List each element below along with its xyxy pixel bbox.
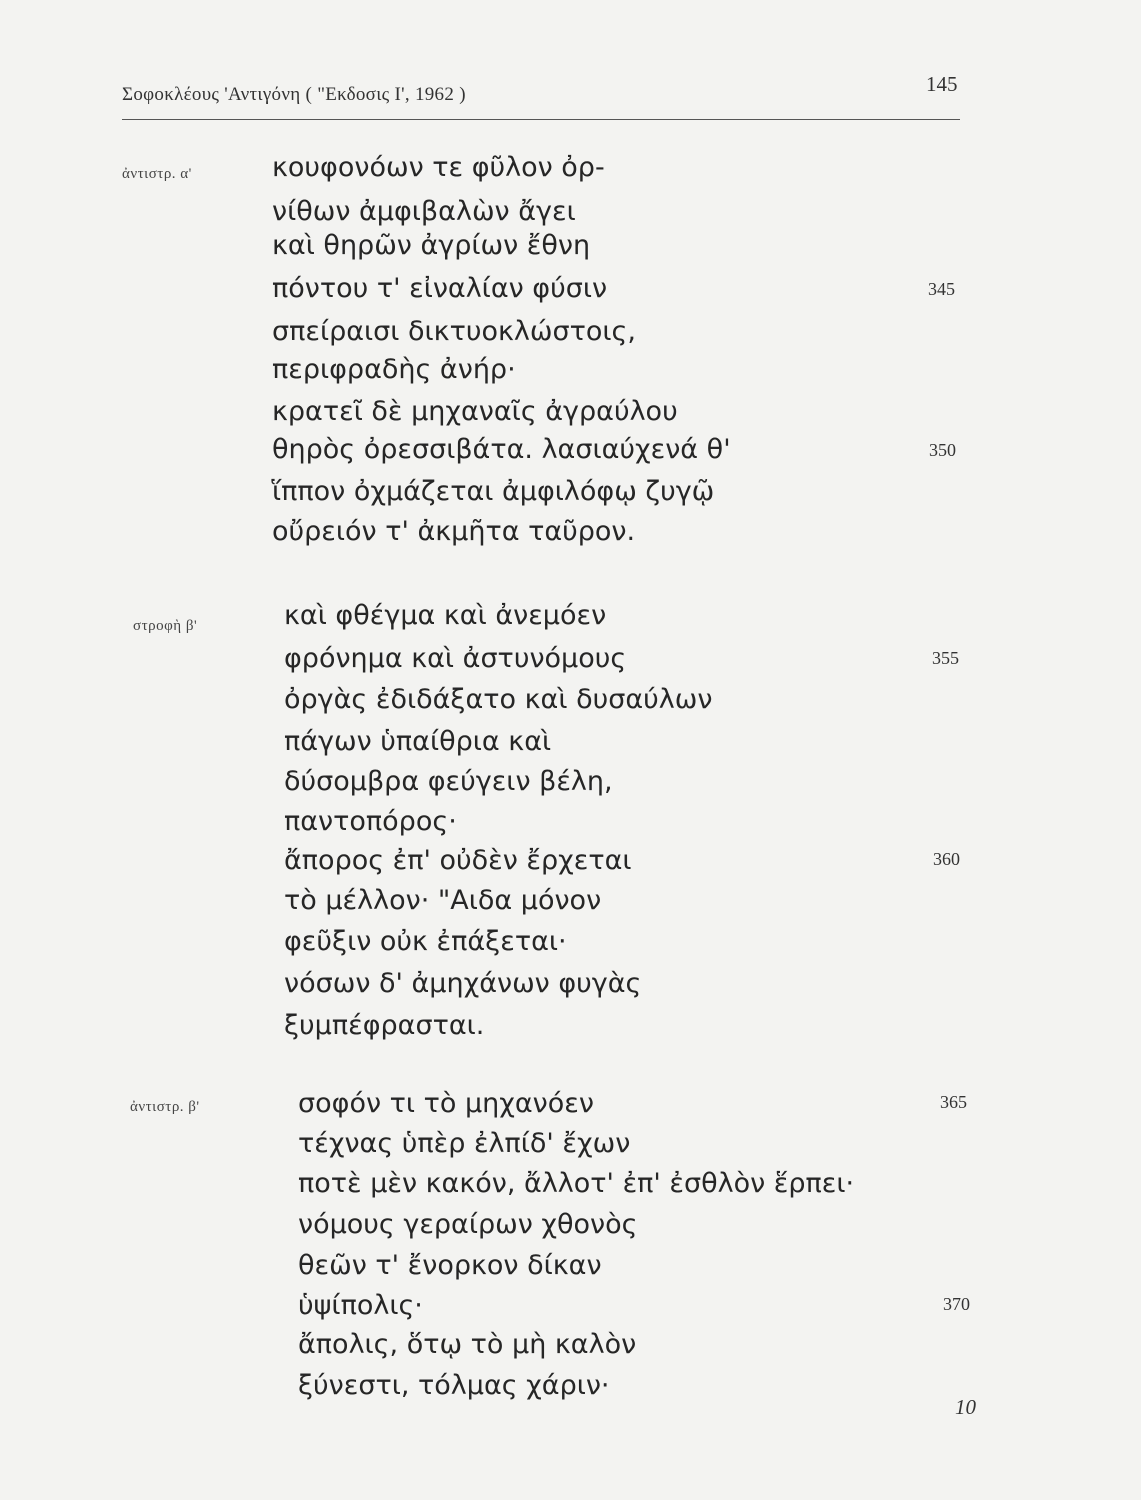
running-header: Σοφοκλέους 'Αντιγόνη ( "Εκδοσις Ι', 1962 ): [122, 84, 466, 105]
verse-line: σπείραισι δικτυοκλώστοις,: [272, 316, 636, 347]
line-number: 365: [940, 1092, 967, 1112]
verse-line: θηρὸς ὀρεσσιβάτα. λασιαύχενά θ': [272, 434, 731, 465]
verse-line: ἄπορος ἐπ' οὐδὲν ἔρχεται: [284, 845, 632, 876]
verse-line: δύσομβρα φεύγειν βέλη,: [284, 766, 613, 797]
verse-line: σοφόν τι τὸ μηχανόεν: [298, 1088, 594, 1119]
line-number: 355: [932, 648, 959, 668]
verse-line: θεῶν τ' ἔνορκον δίκαν: [298, 1250, 602, 1281]
verse-line: νίθων ἀμφιβαλὼν ἄγει: [272, 196, 576, 227]
verse-line: ὑψίπολις·: [298, 1290, 423, 1321]
verse-line: ἄπολις, ὅτῳ τὸ μὴ καλὸν: [298, 1329, 637, 1360]
verse-line: κρατεῖ δὲ μηχαναῖς ἀγραύλου: [272, 396, 678, 427]
page-number: 145: [926, 72, 958, 96]
verse-line: ποτὲ μὲν κακόν, ἄλλοτ' ἐπ' ἐσθλὸν ἕρπει·: [298, 1168, 855, 1199]
line-number: 370: [943, 1294, 970, 1314]
verse-line: καὶ φθέγμα καὶ ἀνεμόεν: [284, 600, 607, 631]
section-label-antistrophe-b: ἀντιστρ. β': [130, 1099, 200, 1115]
verse-line: κουφονόων τε φῦλον ὀρ-: [272, 152, 605, 183]
verse-line: καὶ θηρῶν ἀγρίων ἔθνη: [272, 230, 591, 261]
line-number: 350: [929, 440, 956, 460]
verse-line: πάγων ὑπαίθρια καὶ: [284, 726, 552, 757]
verse-line: ξύνεστι, τόλμας χάριν·: [298, 1370, 610, 1401]
verse-line: οὔρειόν τ' ἀκμῆτα ταῦρον.: [272, 516, 636, 547]
verse-line: ξυμπέφρασται.: [284, 1010, 485, 1041]
verse-line: τέχνας ὑπὲρ ἐλπίδ' ἔχων: [298, 1128, 631, 1159]
verse-line: περιφραδὴς ἀνήρ·: [272, 354, 516, 385]
header-rule: [122, 119, 960, 120]
section-label-strophe-b: στροφὴ β': [133, 618, 198, 634]
line-number: 345: [928, 279, 955, 299]
verse-line: παντοπόρος·: [284, 806, 457, 837]
signature-mark: 10: [955, 1395, 976, 1419]
verse-line: νόσων δ' ἀμηχάνων φυγὰς: [284, 968, 642, 999]
verse-line: φεῦξιν οὐκ ἐπάξεται·: [284, 926, 567, 957]
section-label-antistrophe-a: ἀντιστρ. α': [122, 166, 192, 182]
verse-line: ἵππον ὀχμάζεται ἀμφιλόφῳ ζυγῷ: [272, 476, 715, 507]
verse-line: τὸ μέλλον· "Αιδα μόνον: [284, 885, 602, 916]
line-number: 360: [933, 849, 960, 869]
verse-line: πόντου τ' εἰναλίαν φύσιν: [272, 273, 608, 304]
verse-line: νόμους γεραίρων χθονὸς: [298, 1209, 638, 1240]
verse-line: φρόνημα καὶ ἀστυνόμους: [284, 643, 627, 674]
verse-line: ὀργὰς ἐδιδάξατο καὶ δυσαύλων: [284, 684, 713, 715]
